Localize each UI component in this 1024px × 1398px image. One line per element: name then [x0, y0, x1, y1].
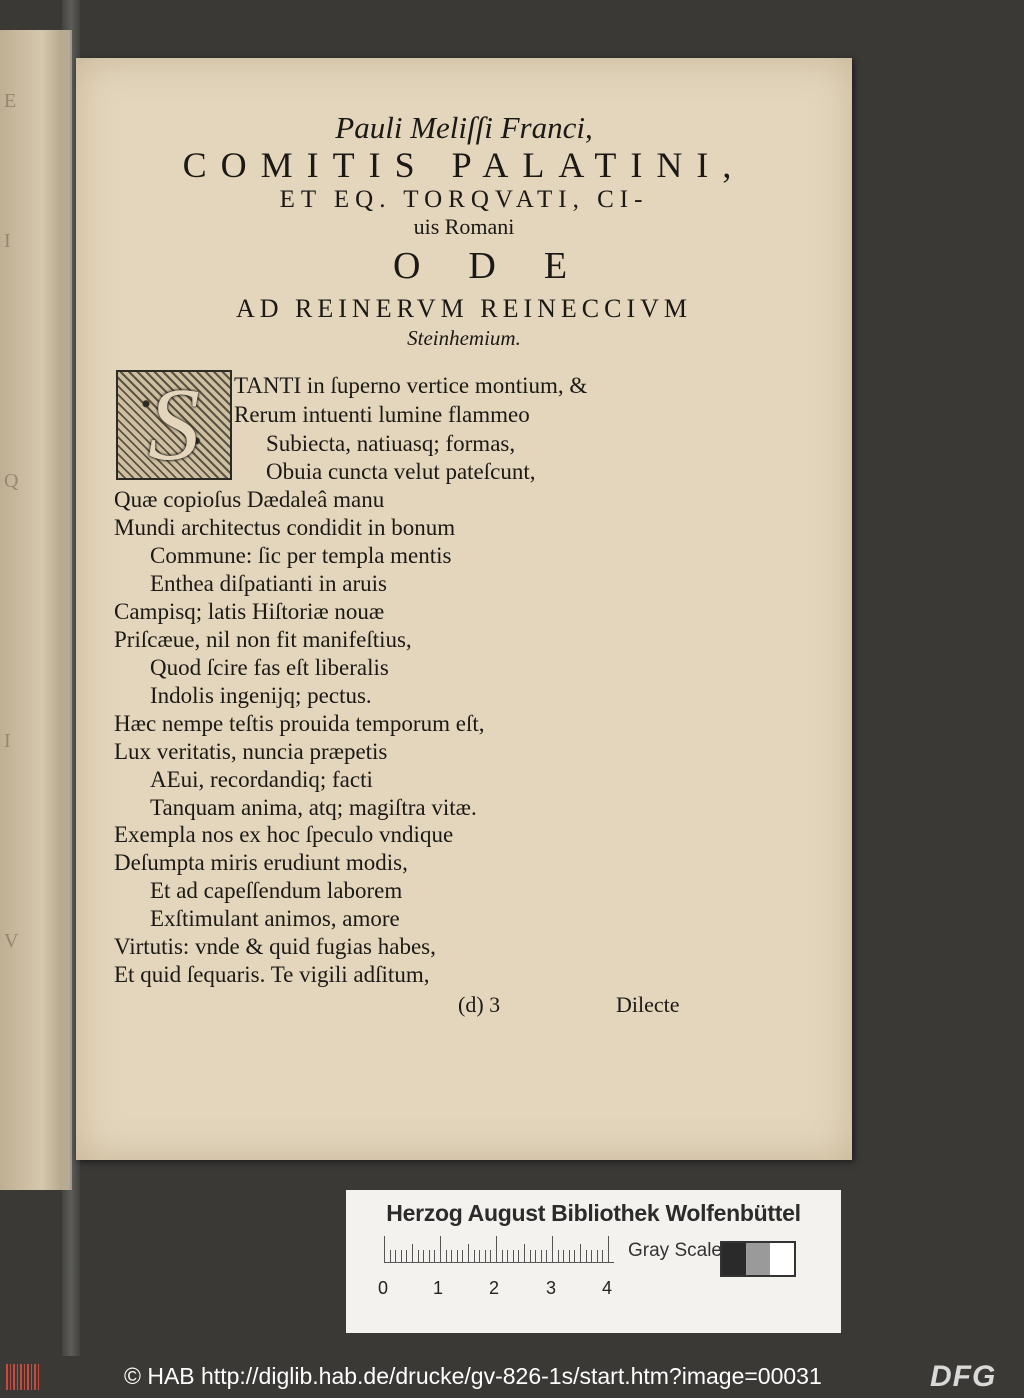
verse-line: Enthea diſpatianti in aruis	[150, 571, 387, 596]
title-line-4: uis Romani	[413, 214, 515, 239]
ruler-tick	[406, 1250, 407, 1262]
dedication-subline: Steinhemium.	[407, 326, 521, 350]
verse-line: Campisq; latis Hiſtoriæ nouæ	[114, 599, 385, 624]
ruler-tick	[530, 1250, 531, 1262]
ruler-tick	[395, 1250, 396, 1262]
ruler-tick	[507, 1250, 508, 1262]
ruler-tick	[591, 1250, 592, 1262]
ruler-tick	[457, 1250, 458, 1262]
gray-scale-swatch	[720, 1241, 796, 1277]
ruler-tick	[580, 1244, 581, 1262]
ruler-tick	[401, 1250, 402, 1262]
ruler-tick	[440, 1236, 441, 1262]
scale-number: 4	[602, 1278, 613, 1298]
ruler-tick	[490, 1250, 491, 1262]
library-color-card	[346, 1190, 841, 1333]
ruler-tick	[586, 1250, 587, 1262]
barcode-icon	[6, 1364, 40, 1390]
dfg-logo: DFG	[930, 1360, 997, 1393]
ruler-tick	[474, 1250, 475, 1262]
signature-mark: (d) 3	[458, 992, 501, 1017]
ruler-tick	[597, 1250, 598, 1262]
ruler-tick	[434, 1250, 435, 1262]
gray-swatch	[770, 1243, 794, 1275]
verse-line: Hæc nempe teſtis prouida temporum eſt,	[114, 711, 485, 736]
title-line-2: COMITIS PALATINI,	[182, 145, 746, 185]
catchword: Dilecte	[616, 992, 680, 1017]
verse-line: Lux veritatis, nuncia præpetis	[114, 739, 388, 764]
dedication-line: AD REINERVM REINECCIVM	[235, 294, 693, 323]
verse-line: Et quid ſequaris. Te vigili adſitum,	[114, 962, 430, 987]
title-line-3: ET EQ. TORQVATI, CI-	[279, 186, 649, 213]
ruler-tick	[608, 1236, 609, 1262]
ruler-tick	[429, 1250, 430, 1262]
initial-letter: S	[148, 367, 200, 482]
ruler-tick	[518, 1250, 519, 1262]
verse-line: Quæ copioſus Dædaleâ manu	[114, 487, 385, 512]
copyright-url[interactable]: © HAB http://diglib.hab.de/drucke/gv-826-1s/start.htm?image=00031	[124, 1363, 822, 1389]
ruler-tick	[496, 1236, 497, 1262]
ruler-tick	[541, 1250, 542, 1262]
library-name: Herzog August Bibliothek Wolfenbüttel	[386, 1200, 801, 1226]
verse-line: Commune: ſic per templa mentis	[150, 543, 452, 568]
verse-line: Exempla nos ex hoc ſpeculo vndique	[114, 822, 454, 847]
ruler-tick	[412, 1244, 413, 1262]
ruler-tick	[418, 1250, 419, 1262]
ruler-tick	[502, 1250, 503, 1262]
verse-line: TANTI in ſuperno vertice montium, &	[234, 373, 588, 398]
ruler-tick	[535, 1250, 536, 1262]
ruler-tick	[462, 1250, 463, 1262]
verse-line: Deſumpta miris erudiunt modis,	[114, 850, 408, 875]
verse-line: Exſtimulant animos, amore	[150, 906, 400, 931]
verse-line: Priſcæue, nil non fit manifeſtius,	[114, 627, 412, 652]
ruler-tick	[558, 1250, 559, 1262]
ruler-tick	[479, 1250, 480, 1262]
verse-line: Et ad capeſſendum laborem	[150, 878, 403, 903]
gray-swatch	[722, 1243, 746, 1275]
scale-number: 2	[489, 1278, 500, 1298]
ruler-tick	[384, 1236, 385, 1262]
ruler-tick	[546, 1250, 547, 1262]
verse-line: Subiecta, natiuasq; formas,	[266, 431, 516, 456]
ruler-tick	[485, 1250, 486, 1262]
scale-number: 3	[546, 1278, 557, 1298]
gray-scale-label: Gray Scale	[628, 1240, 722, 1261]
verse-line: Mundi architectus condidit in bonum	[114, 515, 456, 540]
ruler-tick	[574, 1250, 575, 1262]
ruler-tick	[513, 1250, 514, 1262]
ruler-tick	[446, 1250, 447, 1262]
ode-heading: ODE	[392, 245, 616, 287]
scale-number: 0	[378, 1278, 389, 1298]
ruler-tick	[524, 1244, 525, 1262]
verse-line: AEui, recordandiq; facti	[150, 767, 373, 792]
scale-number: 1	[433, 1278, 444, 1298]
verse-line: Quod ſcire fas eſt liberalis	[150, 655, 389, 680]
ruler-tick	[602, 1250, 603, 1262]
verse-line: Indolis ingenijq; pectus.	[150, 683, 372, 708]
ruler-tick	[563, 1250, 564, 1262]
verse-line: Virtutis: vnde & quid fugias habes,	[114, 934, 436, 959]
verse-line: Tanquam anima, atq; magiſtra vitæ.	[150, 795, 477, 820]
previous-page-edge: E I Q I V	[0, 30, 72, 1190]
ruler-tick	[552, 1236, 553, 1262]
ruler-tick	[390, 1250, 391, 1262]
decorated-initial	[116, 367, 232, 482]
verse-line: Rerum intuenti lumine flammeo	[234, 402, 530, 427]
gray-swatch	[746, 1243, 770, 1275]
ruler-tick	[468, 1244, 469, 1262]
scale-ruler	[384, 1236, 614, 1263]
title-line-1: Pauli Meliſſi Franci,	[335, 110, 593, 145]
footer-bar	[0, 1356, 1024, 1398]
verse-line: Obuia cuncta velut pateſcunt,	[266, 459, 536, 484]
ruler-tick	[423, 1250, 424, 1262]
ruler-tick	[569, 1250, 570, 1262]
ruler-tick	[451, 1250, 452, 1262]
book-page	[76, 58, 852, 1160]
